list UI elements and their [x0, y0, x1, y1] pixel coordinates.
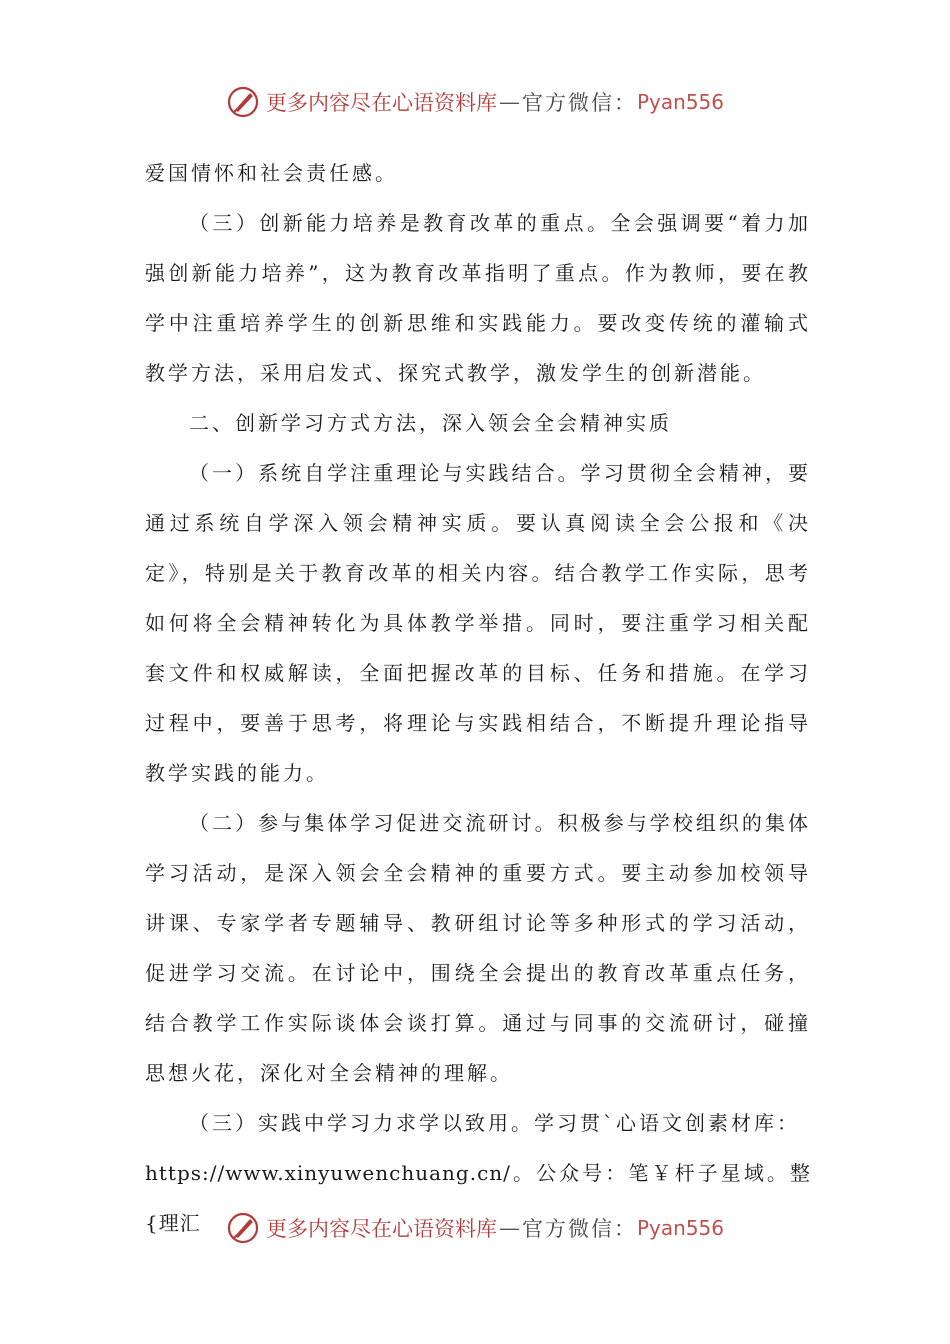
paragraph-practice: （三）实践中学习力求学以致用。学习贯`心语文创素材库：	[189, 1111, 800, 1135]
watermark-wechat-id: Pyan556	[636, 1216, 724, 1240]
watermark-header	[0, 82, 950, 122]
paragraph-group-study: （二）参与集体学习促进交流研讨。积极参与学校组织的集体学习活动，是深入领会全会精神的重要方式。要主动参加校领导讲课、专家学者专题辅导、教研组讨论等多种形式的学习活动，促进学习交流。在讨论中，围绕全会提出的教育改革重点任务，结合教学工作实际谈体会谈打算。通过与同事的交流研讨，碰撞思想火花，深化对全会精神的理解。	[145, 811, 811, 1085]
quill-logo-icon	[226, 85, 260, 119]
paragraph-innovation-ability: （三）创新能力培养是教育改革的重点。全会强调要“着力加强创新能力培养”，这为教育改革指明了重点。作为教师，要在教学中注重培养学生的创新思维和实践能力。要改变传统的灌输式教学方法，采用启发式、探究式教学，激发学生的创新潜能。	[145, 211, 811, 385]
document-body	[145, 148, 811, 1248]
watermark-separator: —	[498, 90, 520, 114]
watermark-wechat-label: 官方微信：	[521, 91, 637, 115]
watermark-wechat-label: 官方微信：	[521, 1217, 637, 1241]
watermark-footer	[0, 1208, 950, 1248]
watermark-wechat-id: Pyan556	[636, 90, 724, 114]
watermark-separator: —	[498, 1216, 520, 1240]
watermark-brand: 更多内容尽在心语资料库	[265, 1217, 497, 1241]
paragraph-self-study: （一）系统自学注重理论与实践结合。学习贯彻全会精神，要通过系统自学深入领会精神实质。要认真阅读全会公报和《决定》，特别是关于教育改革的相关内容。结合教学工作实际，思考如何将全会精神转化为具体教学举措。同时，要注重学习相关配套文件和权威解读，全面把握改革的目标、任务和措施。在学习过程中，要善于思考，将理论与实践相结合，不断提升理论指导教学实践的能力。	[145, 461, 811, 785]
section-heading-2: 二、创新学习方式方法，深入领会全会精神实质	[189, 411, 672, 435]
paragraph-url-line: https://www.xinyuwenchuang.cn/。公众号：笔￥杆子星域。整{理汇	[145, 1161, 811, 1235]
paragraph-continuation: 爱国情怀和社会责任感。	[145, 161, 398, 185]
quill-logo-icon	[226, 1211, 260, 1245]
watermark-brand: 更多内容尽在心语资料库	[265, 91, 497, 115]
